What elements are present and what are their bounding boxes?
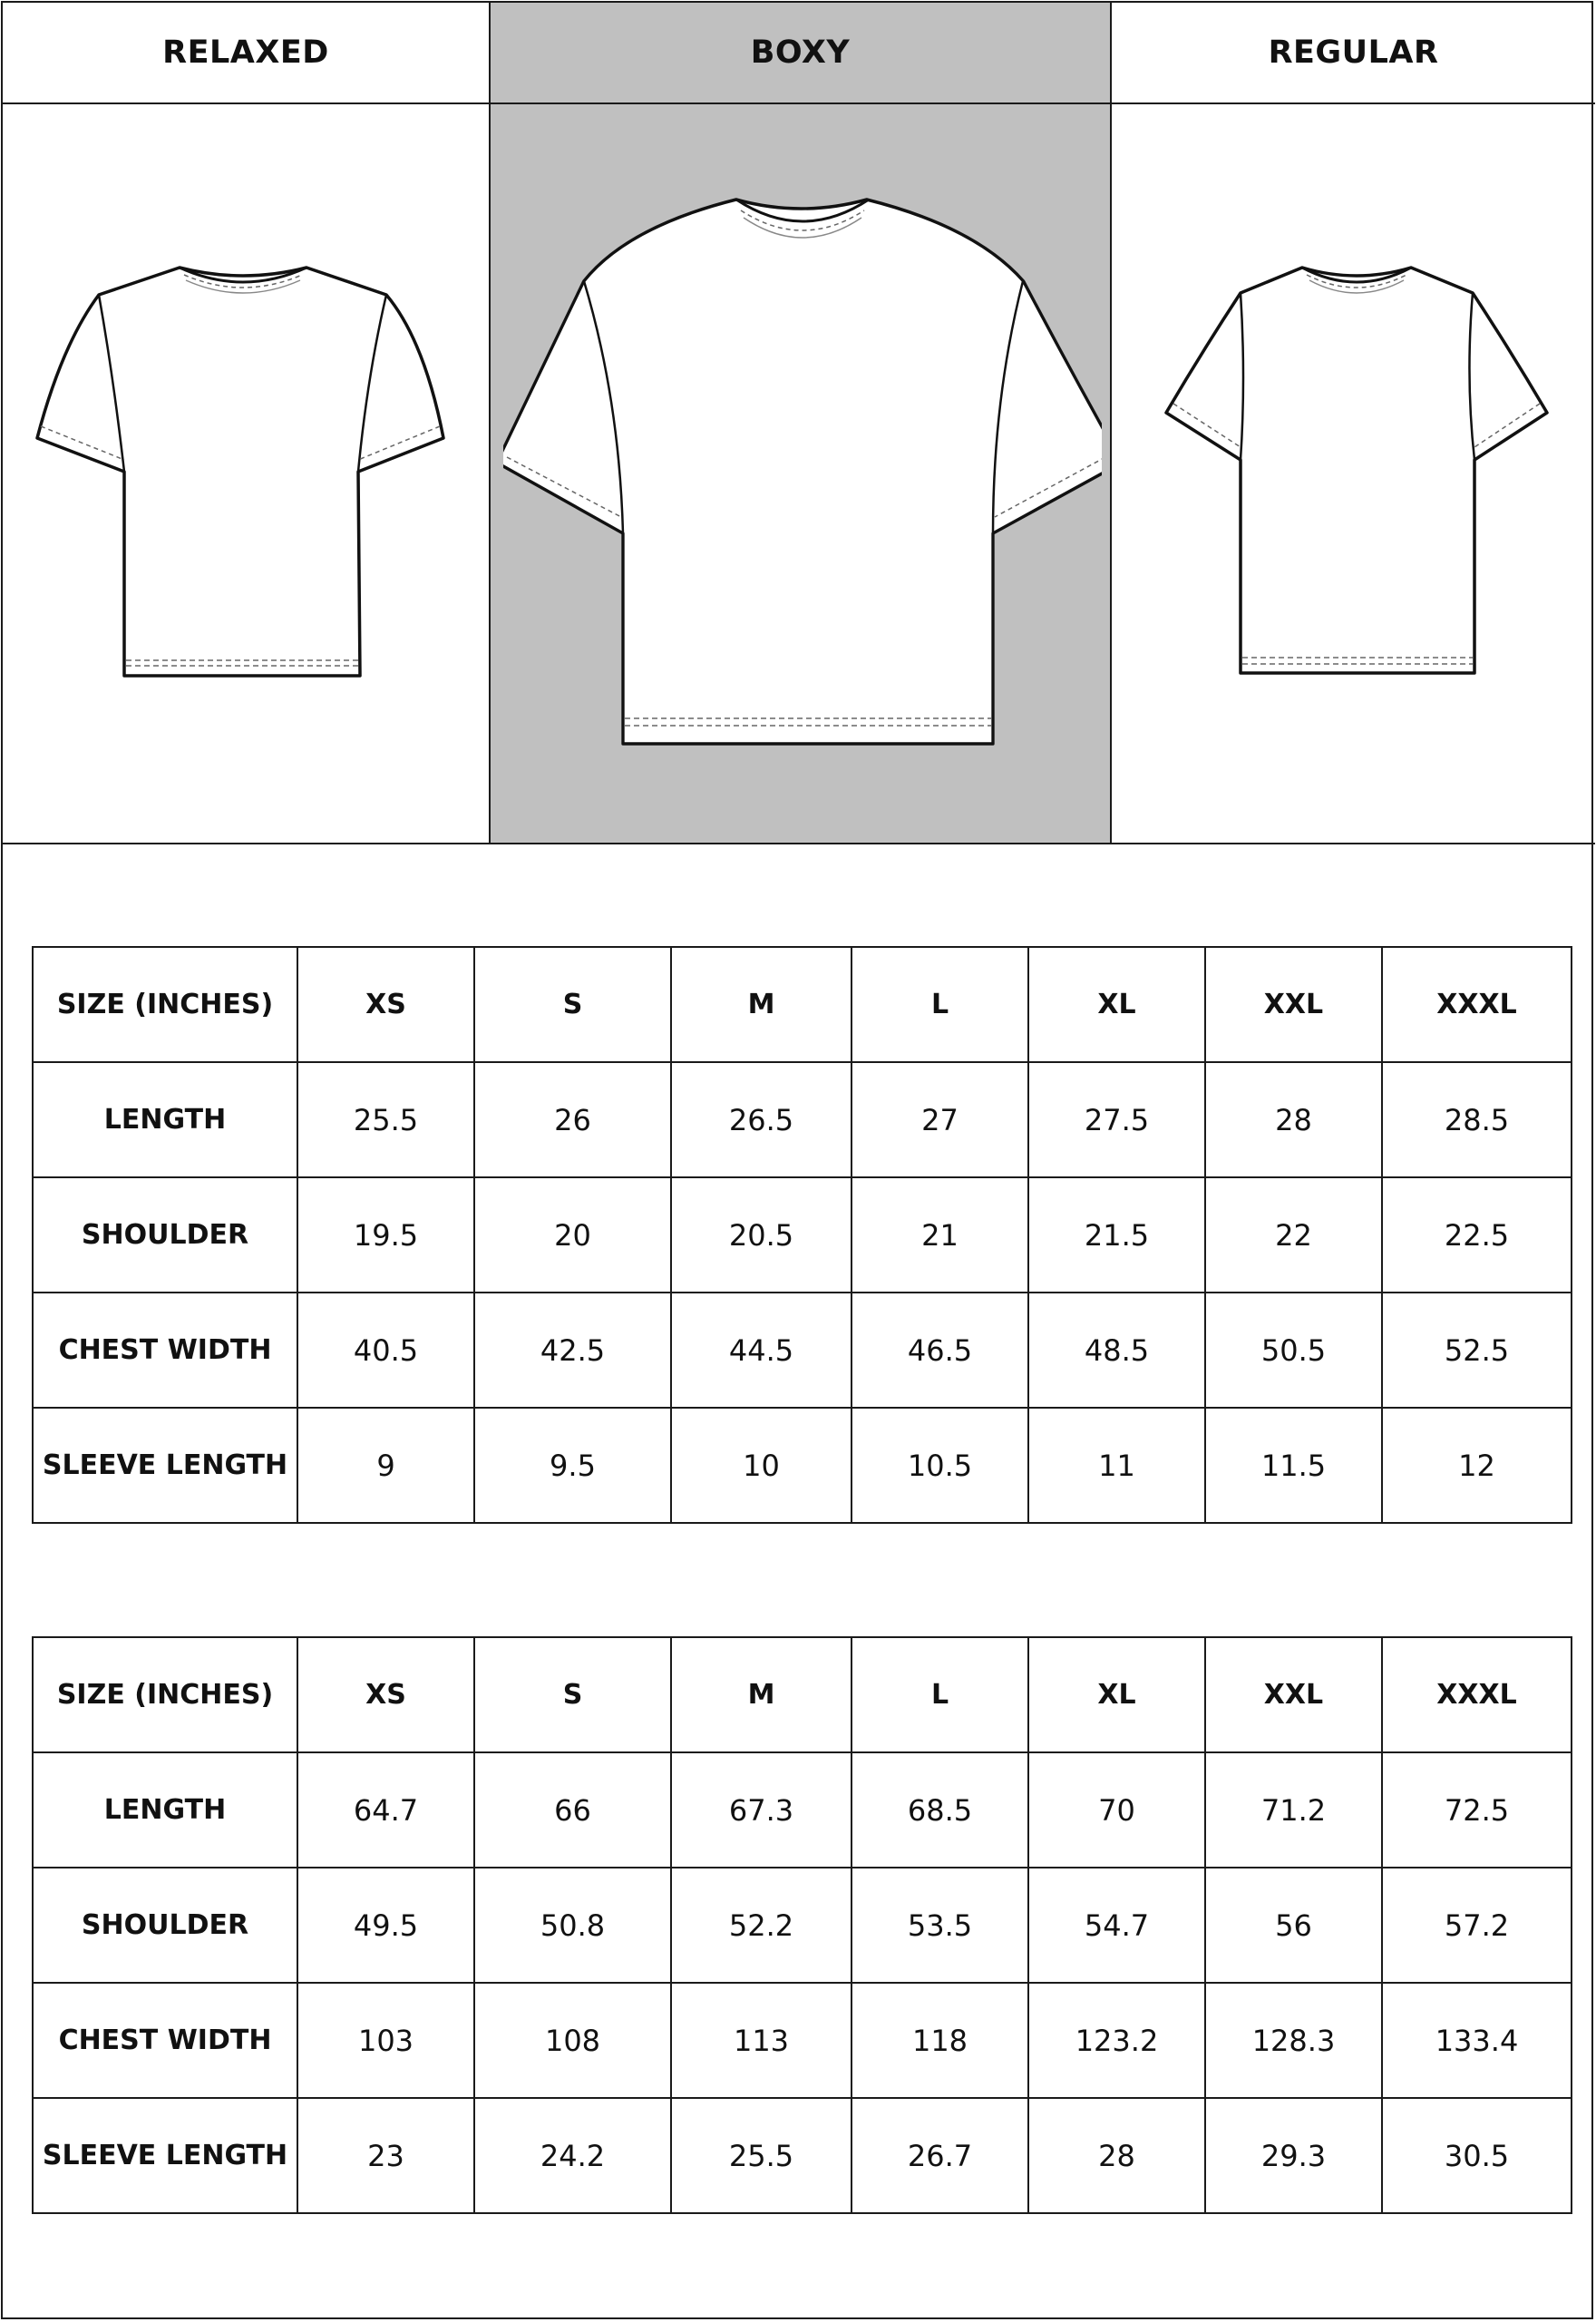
fit-illustration-relaxed: [3, 104, 489, 843]
table-cell: 26: [474, 1062, 671, 1177]
fit-selector: [3, 3, 1595, 844]
table-cell: 67.3: [671, 1752, 852, 1868]
table-cell: 9: [297, 1408, 474, 1523]
table-cell: 26.5: [671, 1062, 852, 1177]
table-cell: 21.5: [1028, 1177, 1205, 1293]
table-cell: 56: [1205, 1868, 1382, 1983]
header-cell: SIZE (INCHES): [33, 947, 297, 1062]
header-cell: M: [671, 947, 852, 1062]
table-cell: 22: [1205, 1177, 1382, 1293]
fit-illustration-regular: [1112, 104, 1595, 843]
header-cell: L: [852, 947, 1028, 1062]
table-cell: 54.7: [1028, 1868, 1205, 1983]
table-cell: 9.5: [474, 1408, 671, 1523]
row-label: SHOULDER: [33, 1177, 297, 1293]
table-cell: 20: [474, 1177, 671, 1293]
table-cell: 12: [1382, 1408, 1572, 1523]
table-cell: 72.5: [1382, 1752, 1572, 1868]
table-cell: 40.5: [297, 1293, 474, 1408]
table-row: [33, 1752, 1572, 1868]
header-cell: L: [852, 1637, 1028, 1752]
table-cell: 44.5: [671, 1293, 852, 1408]
header-cell: M: [671, 1637, 852, 1752]
table-cell: 71.2: [1205, 1752, 1382, 1868]
table-cell: 30.5: [1382, 2098, 1572, 2213]
table-row: [33, 1408, 1572, 1523]
table-cell: 103: [297, 1983, 474, 2098]
table-row: [33, 1983, 1572, 2098]
tshirt-relaxed-icon: [30, 259, 456, 694]
header-cell: XXL: [1205, 1637, 1382, 1752]
header-cell: XL: [1028, 1637, 1205, 1752]
header-cell: XXXL: [1382, 1637, 1572, 1752]
table-cell: 52.5: [1382, 1293, 1572, 1408]
table-cell: 123.2: [1028, 1983, 1205, 2098]
fit-option-regular[interactable]: [1112, 3, 1595, 843]
tshirt-boxy-icon: [503, 190, 1102, 753]
header-cell: S: [474, 1637, 671, 1752]
table-cell: 27: [852, 1062, 1028, 1177]
table-cell: 42.5: [474, 1293, 671, 1408]
row-label: SLEEVE LENGTH: [33, 1408, 297, 1523]
table-cell: 11.5: [1205, 1408, 1382, 1523]
header-cell: XXXL: [1382, 947, 1572, 1062]
table-cell: 20.5: [671, 1177, 852, 1293]
row-label: SLEEVE LENGTH: [33, 2098, 297, 2213]
row-label: CHEST WIDTH: [33, 1293, 297, 1408]
fit-illustration-boxy: [491, 104, 1110, 843]
table-cell: 66: [474, 1752, 671, 1868]
table-cell: 50.8: [474, 1868, 671, 1983]
table-cell: 11: [1028, 1408, 1205, 1523]
table-row: [33, 2098, 1572, 2213]
table-cell: 23: [297, 2098, 474, 2213]
table-cell: 128.3: [1205, 1983, 1382, 2098]
header-cell: SIZE (INCHES): [33, 1637, 297, 1752]
table-cell: 68.5: [852, 1752, 1028, 1868]
table-row: [33, 1062, 1572, 1177]
table-cell: 19.5: [297, 1177, 474, 1293]
tshirt-regular-icon: [1157, 260, 1556, 678]
fit-option-relaxed[interactable]: [3, 3, 491, 843]
size-table-1: [32, 946, 1572, 1524]
table-cell: 25.5: [297, 1062, 474, 1177]
table-cell: 64.7: [297, 1752, 474, 1868]
table-cell: 118: [852, 1983, 1028, 2098]
table-cell: 28: [1028, 2098, 1205, 2213]
header-cell: S: [474, 947, 671, 1062]
row-label: SHOULDER: [33, 1868, 297, 1983]
table-row: [33, 1868, 1572, 1983]
table-cell: 25.5: [671, 2098, 852, 2213]
table-cell: 28.5: [1382, 1062, 1572, 1177]
table-cell: 28: [1205, 1062, 1382, 1177]
table-cell: 57.2: [1382, 1868, 1572, 1983]
fit-label-regular: REGULAR: [1112, 3, 1595, 104]
fit-option-boxy[interactable]: [491, 3, 1112, 843]
table-cell: 133.4: [1382, 1983, 1572, 2098]
table-cell: 26.7: [852, 2098, 1028, 2213]
table-row: [33, 1177, 1572, 1293]
size-table-2: [32, 1636, 1572, 2214]
table-cell: 70: [1028, 1752, 1205, 1868]
size-guide: [1, 1, 1593, 2319]
table-cell: 53.5: [852, 1868, 1028, 1983]
header-cell: XL: [1028, 947, 1205, 1062]
table-cell: 108: [474, 1983, 671, 2098]
table-cell: 113: [671, 1983, 852, 2098]
row-label: LENGTH: [33, 1752, 297, 1868]
row-label: LENGTH: [33, 1062, 297, 1177]
table-cell: 21: [852, 1177, 1028, 1293]
table-cell: 27.5: [1028, 1062, 1205, 1177]
table-cell: 22.5: [1382, 1177, 1572, 1293]
table-cell: 49.5: [297, 1868, 474, 1983]
header-cell: XS: [297, 947, 474, 1062]
row-label: CHEST WIDTH: [33, 1983, 297, 2098]
table-row: [33, 1293, 1572, 1408]
table-cell: 10.5: [852, 1408, 1028, 1523]
table-cell: 24.2: [474, 2098, 671, 2213]
header-cell: XXL: [1205, 947, 1382, 1062]
table-cell: 48.5: [1028, 1293, 1205, 1408]
table-cell: 29.3: [1205, 2098, 1382, 2213]
table-cell: 50.5: [1205, 1293, 1382, 1408]
header-cell: XS: [297, 1637, 474, 1752]
table-header-row: [33, 1637, 1572, 1752]
table-cell: 10: [671, 1408, 852, 1523]
table-cell: 52.2: [671, 1868, 852, 1983]
table-header-row: [33, 947, 1572, 1062]
table-cell: 46.5: [852, 1293, 1028, 1408]
fit-label-relaxed: RELAXED: [3, 3, 489, 104]
fit-label-boxy: BOXY: [491, 3, 1110, 104]
